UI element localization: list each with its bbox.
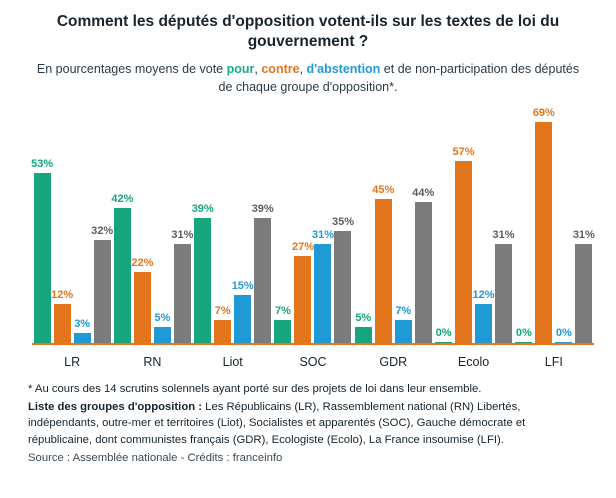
- bar-gdr-contre: [372, 183, 395, 343]
- bar-value: 0%: [515, 326, 532, 339]
- legend-abstention: d'abstention: [306, 62, 381, 77]
- bar-group-ecolo: [433, 109, 513, 343]
- bar-value: 39%: [191, 203, 214, 216]
- bar-value: 31%: [171, 228, 194, 241]
- bar-value: 69%: [532, 107, 555, 120]
- bar-value: 31%: [572, 228, 595, 241]
- bar-ecolo-nonparticipation: [492, 228, 515, 343]
- bar-ecolo-contre: [452, 145, 475, 343]
- bar-groups: [32, 109, 594, 343]
- bar-lr-abstention: [74, 317, 91, 343]
- bar-gdr-pour: [355, 311, 372, 343]
- bar-value: 0%: [435, 326, 452, 339]
- bar-value: 35%: [331, 215, 354, 228]
- bar-soc-contre: [291, 241, 314, 342]
- subtitle-text-1: En pourcentages moyens de vote: [36, 62, 227, 77]
- x-tick-soc: SOC: [299, 354, 327, 369]
- bar-value: 3%: [74, 317, 91, 330]
- bar-value: 31%: [492, 228, 515, 241]
- bar-group-gdr: [353, 109, 433, 343]
- bar-ecolo-abstention: [472, 289, 495, 342]
- footnote-asterisk: * Au cours des 14 scrutins solennels ayant porté sur des projets de loi dans leur ensemble.: [28, 382, 482, 395]
- bar-value: 7%: [395, 305, 412, 318]
- subtitle-sep-2: ,: [299, 62, 307, 77]
- bar-lr-pour: [31, 158, 54, 342]
- bar-gdr-nonparticipation: [412, 187, 435, 342]
- bar-value: 53%: [31, 158, 54, 171]
- footnote-legend-label: Liste des groupes d'opposition :: [28, 400, 203, 413]
- bar-rn-abstention: [154, 311, 171, 343]
- footnote-legend-text: Les Républicains (LR), Rassemblement national (RN) Libertés, indépendants, outre-mer et territoires (Liot), Socialistes et apparentés (SOC), Gauche démocrate et républicaine, dont communistes français (GDR), Ecologiste (Ecolo), La France insoumise (LFI).: [28, 400, 526, 446]
- x-tick-gdr: GDR: [379, 354, 408, 369]
- bar-liot-pour: [191, 203, 214, 342]
- page-title: Comment les députés d'opposition votent-ils sur les textes de loi du gouvernement ?: [56, 13, 560, 51]
- bar-rn-nonparticipation: [171, 228, 194, 343]
- source-credit: Source : Assemblée nationale - Crédits : franceinfo: [28, 452, 283, 465]
- bar-lr-nonparticipation: [91, 225, 114, 342]
- bar-value: 12%: [472, 289, 495, 302]
- x-tick-lfi: LFI: [544, 354, 563, 369]
- x-tick-rn: RN: [143, 354, 162, 369]
- bar-value: 44%: [412, 187, 435, 200]
- bar-value: 39%: [251, 203, 274, 216]
- bar-value: 27%: [291, 241, 314, 254]
- x-tick-ecolo: Ecolo: [457, 354, 490, 369]
- footnote-legend: [28, 399, 588, 448]
- legend-contre: contre: [261, 62, 300, 77]
- plot-area: [32, 109, 594, 345]
- bar-soc-nonparticipation: [331, 215, 354, 343]
- bar-value: 22%: [131, 257, 154, 270]
- bar-gdr-abstention: [395, 305, 412, 342]
- bar-group-rn: [112, 109, 192, 343]
- bar-group-lfi: [514, 109, 594, 343]
- bar-chart: [14, 103, 602, 371]
- bar-value: 12%: [51, 289, 74, 302]
- bar-value: 5%: [154, 311, 171, 324]
- legend-pour: pour: [226, 62, 255, 77]
- x-tick-liot: Liot: [222, 354, 243, 369]
- bar-lfi-nonparticipation: [572, 228, 595, 343]
- bar-value: 57%: [452, 145, 475, 158]
- bar-rn-contre: [131, 257, 154, 342]
- bar-rn-pour: [111, 193, 134, 342]
- bar-soc-pour: [274, 305, 291, 342]
- subtitle-sep-1: ,: [254, 62, 262, 77]
- bar-value: 45%: [372, 183, 395, 196]
- bar-value: 32%: [91, 225, 114, 238]
- footnotes: [28, 381, 588, 467]
- bar-soc-abstention: [311, 228, 334, 343]
- bar-value: 0%: [555, 326, 572, 339]
- x-tick-lr: LR: [64, 354, 81, 369]
- bar-liot-abstention: [231, 279, 254, 343]
- bar-lfi-pour: [515, 326, 532, 343]
- bar-group-liot: [193, 109, 273, 343]
- bar-ecolo-pour: [435, 326, 452, 343]
- bar-value: 31%: [311, 228, 334, 241]
- bar-group-soc: [273, 109, 353, 343]
- bar-group-lr: [32, 109, 112, 343]
- x-axis-labels: [32, 355, 594, 369]
- bar-value: 7%: [214, 305, 231, 318]
- bar-value: 15%: [231, 279, 254, 292]
- bar-value: 5%: [355, 311, 372, 324]
- bar-value: 42%: [111, 193, 134, 206]
- bar-liot-nonparticipation: [251, 203, 274, 342]
- subtitle-text-2: et de non-participation des députés de chaque groupe d'opposition*.: [218, 62, 580, 95]
- bar-lfi-abstention: [555, 326, 572, 343]
- bar-liot-contre: [214, 305, 231, 342]
- bar-lfi-contre: [532, 107, 555, 342]
- chart-subtitle: [32, 60, 584, 96]
- bar-lr-contre: [51, 289, 74, 342]
- bar-value: 7%: [275, 305, 291, 318]
